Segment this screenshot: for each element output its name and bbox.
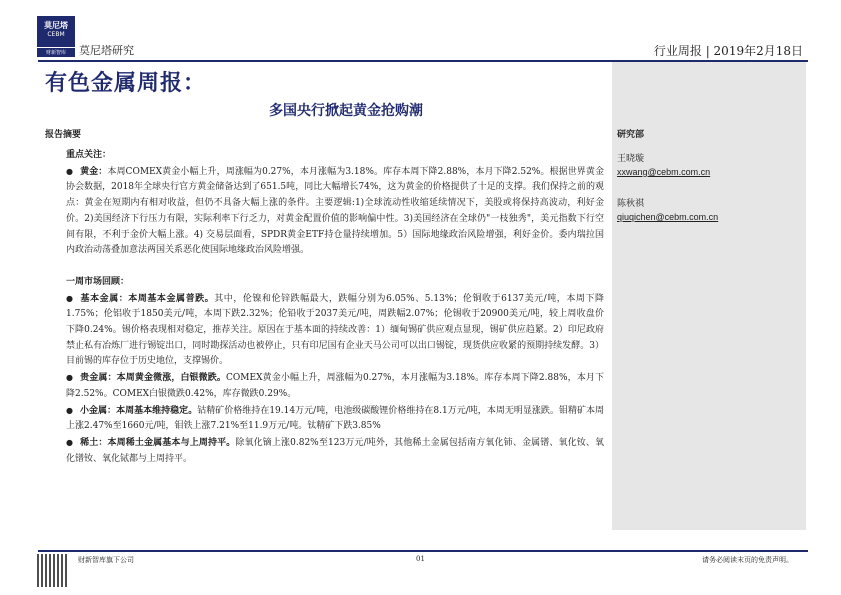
review-item: ● 贵金属：本周黄金微涨，白银微跌。COMEX黄金小幅上升，周涨幅为0.27%，本月涨幅为3.18%。库存本周下降2.88%，本月下降2.52%。COMEX白银微跌0.42%，库存微跌0.29%。 <box>66 373 604 399</box>
item-text: 除氧化镝上涨0.82%至123万元/吨外，其他稀土金属包括南方氧化铈、金属镨、氧化钕、氧化镨钕、氧化铽都与上周持平。 <box>66 437 604 464</box>
footer-disclaimer: 请务必阅读末页的免责声明。 <box>702 556 793 564</box>
logo-cn: 莫尼塔 <box>44 21 68 30</box>
item-lead: 小金属：本周基本维持稳定。 <box>80 405 198 416</box>
item-text: 钴精矿价格维持在19.14万元/吨，电池级碳酸锂价格维持在8.1万元/吨，本周无明显涨跌。钼精矿本周上涨2.47%至1660元/吨，钼铁上涨7.21%至11.9万元/吨。钛精矿下跌3.85% <box>66 405 604 432</box>
item-lead: 黄金： <box>80 166 108 177</box>
footer-company: 财新智库旗下公司 <box>78 556 134 564</box>
report-body <box>66 148 604 467</box>
summary-label: 报告摘要 <box>45 130 82 140</box>
item-text: 本周COMEX黄金小幅上升，周涨幅为0.27%，本月涨幅为3.18%。库存本周下降2.88%，本月下降2.52%。根据世界黄金协会数据，2018年全球央行官方黄金储备达到了651.5吨，同比大幅增长74%，这为黄金的价格提供了十足的支撑。我们保持之前的观点：黄金在短期内有相对收益，但仍不具备大幅上涨的条件。主要逻辑:1)全球流动性收缩延续情况下，美股或将保持高波动，利好金价。2)美国经济下行压力有限，实际利率下行乏力，对黄金配置价值的影响偏中性。3)美国经济在全球仍"一枝独秀"，美元指数下行空间有限，不利于金价大幅上涨。4) 交易层面看，SPDR黄金ETF持仓量持续增加。5）国际地缘政治风险增强，利好金价。委内瑞拉国内政治动荡叠加意法两国关系恶化使国际地缘政治风险增强。 <box>66 166 604 256</box>
page-title: 有色金属周报： <box>45 70 207 96</box>
item-lead: 贵金属：本周黄金微涨，白银微跌。 <box>80 373 227 384</box>
review-item: ● 基本金属：本周基本金属普跌。其中，伦镍和伦锌跌幅最大，跌幅分别为6.05%、5.13%；伦铜收于6137美元/吨，本周下降1.75%；伦铝收于1850美元/吨，本周下跌2.32%；伦铅收于2037美元/吨，周跌幅2.07%；伦锡收于20900美元/吨，较上周收盘价下降0.24%。锡价格表现相对稳定，推荐关注。原因在于基本面的持续改善：1）缅甸锡矿供应观点显现，锡矿供应趋紧。2）印尼政府禁止私有冶炼厂进行锡锭出口，同时勘探活动也被停止，只有印尼国有企业天马公司可以出口锡锭，现货供应收紧的预期持续发酵。3）目前锡的库存位于历史地位，支撑锡价。 <box>66 293 604 367</box>
review-item: ● 小金属：本周基本维持稳定。钴精矿价格维持在19.14万元/吨，电池级碳酸锂价格维持在8.1万元/吨，本周无明显涨跌。钼精矿本周上涨2.47%至1660元/吨，钼铁上涨7.21%至11.9万元/吨。钛精矿下跌3.85% <box>66 405 604 432</box>
item-lead: 稀土：本周稀土金属基本与上周持平。 <box>80 437 236 448</box>
review-heading: 一周市场回顾： <box>66 276 130 287</box>
review-item: ● 稀土：本周稀土金属基本与上周持平。除氧化镝上涨0.82%至123万元/吨外，其他稀土金属包括南方氧化铈、金属镨、氧化钕、氧化镨钕、氧化铽都与上周持平。 <box>66 437 604 464</box>
analyst-name: 陈秋祺 <box>617 199 645 209</box>
footer-divider <box>38 550 808 552</box>
cebm-logo <box>37 16 75 57</box>
qr-code-icon <box>37 554 68 587</box>
logo-sub: 财新智库 <box>37 47 75 57</box>
page-subtitle: 多国央行掀起黄金抢购潮 <box>269 103 423 119</box>
analyst-email[interactable]: xxwang@cebm.com.cn <box>617 167 711 177</box>
item-text: COMEX黄金小幅上升，周涨幅为0.27%，本月涨幅为3.18%。库存本周下降2.88%，本月下降2.52%。COMEX白银微跌0.42%，库存微跌0.29%。 <box>66 373 604 399</box>
analyst-name: 王晓璇 <box>617 154 645 164</box>
analyst-email[interactable]: qiuqichen@cebm.com.cn <box>617 212 719 222</box>
report-date: | 2019年2月18日 <box>705 44 803 58</box>
report-type: 行业周报 <box>653 44 702 58</box>
brand-name: 莫尼塔研究 <box>79 44 134 57</box>
dept-label: 研究部 <box>617 130 645 140</box>
item-lead: 基本金属：本周基本金属普跌。 <box>80 293 215 304</box>
report-meta <box>654 42 803 59</box>
item-text: 其中，伦镍和伦锌跌幅最大，跌幅分别为6.05%、5.13%；伦铜收于6137美元/吨，本周下降1.75%；伦铝收于1850美元/吨，本周下跌2.32%；伦铅收于2037美元/吨，周跌幅2.07%；伦锡收于20900美元/吨，较上周收盘价下降0.24%。锡价格表现相对稳定，推荐关注。原因在于基本面的持续改善：1）缅甸锡矿供应观点显现，锡矿供应趋紧。2）印尼政府禁止私有冶炼厂进行锡锭出口，同时勘探活动也被停止，只有印尼国有企业天马公司可以出口锡锭，现货供应收紧的预期持续发酵。3）目前锡的库存位于历史地位，支撑锡价。 <box>66 293 604 367</box>
page-number: 01 <box>416 555 425 563</box>
focus-item: ● 黄金：本周COMEX黄金小幅上升，周涨幅为0.27%，本月涨幅为3.18%。库存本周下降2.88%，本月下降2.52%。根据世界黄金协会数据，2018年全球央行官方黄金储备达到了651.5吨，同比大幅增长74%，这为黄金的价格提供了十足的支撑。我们保持之前的观点：黄金在短期内有相对收益，但仍不具备大幅上涨的条件。主要逻辑:1)全球流动性收缩延续情况下，美股或将保持高波动，利好金价。2)美国经济下行压力有限，实际利率下行乏力，对黄金配置价值的影响偏中性。3)美国经济在全球仍"一枝独秀"，美元指数下行空间有限，不利于金价大幅上涨。4) 交易层面看，SPDR黄金ETF持仓量持续增加。5）国际地缘政治风险增强，利好金价。委内瑞拉国内政治动荡叠加意法两国关系恶化使国际地缘政治风险增强。 <box>66 166 604 256</box>
focus-heading: 重点关注： <box>66 150 112 160</box>
logo-en: CEBM <box>47 31 65 38</box>
